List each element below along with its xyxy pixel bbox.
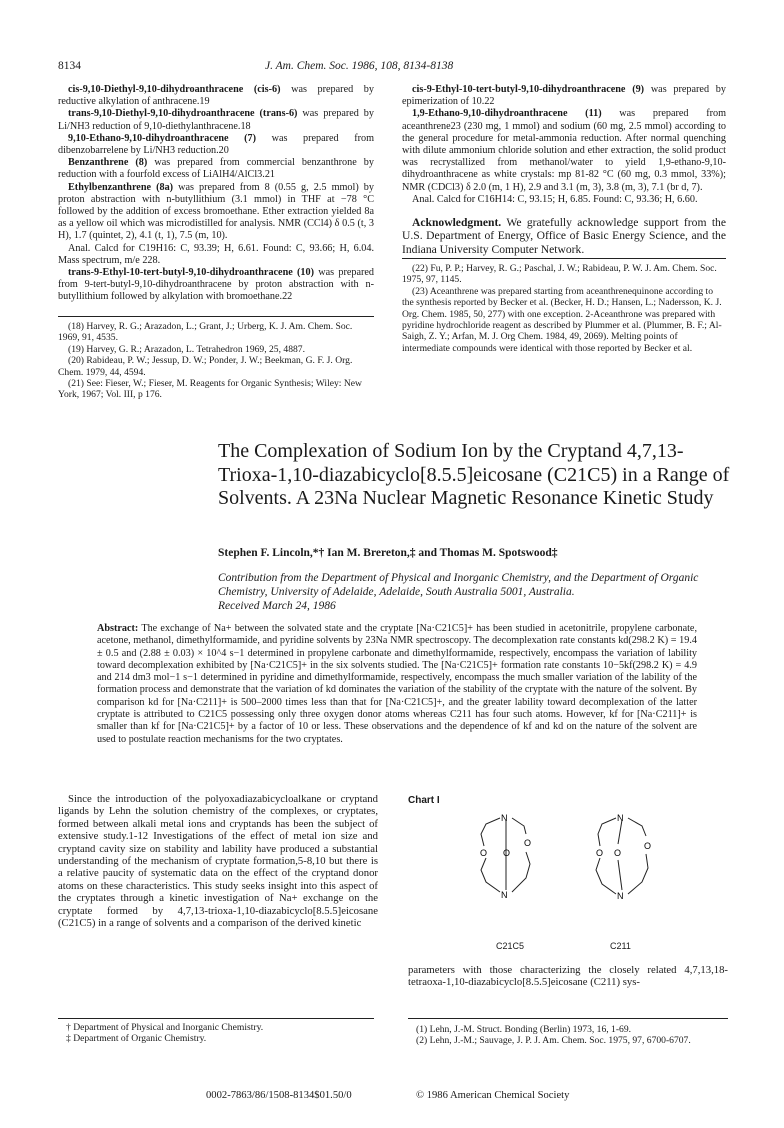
nitrogen-atom: N	[617, 813, 624, 823]
entry-paragraph: 1,9-Ethano-9,10-dihydroanthracene (11) was prepared from aceanthrene23 (230 mg, 1 mmol) and sodium (60 mg, 2.5 mmol) according to the general procedure for metal-ammonia reduction. After normal quenching with dilute ammonium chloride solution and ether extraction, the solid product was recrystallized from methanol/water to yield 1,9-ethano-9,10-dihydroanthracene as white crystals: mp 81-82 °C (60 mg, 0.3 mmol, 33%); NMR (CDCl3) δ 2.0 (m, 1 H), 2.9 and 3.1 (m, 3), 3.8 (m, 3), 7.1 (br d, 7).	[402, 108, 727, 193]
top-right-column	[402, 84, 726, 256]
entry-paragraph: 9,10-Ethano-9,10-dihydroanthracene (7) was prepared from dibenzobarrelene by Li/NH3 reduction.20	[58, 132, 375, 157]
footnote: (20) Rabideau, P. W.; Jessup, D. W.; Ponder, J. W.; Beekman, G. F. J. Org. Chem. 1979, 44, 4594.	[58, 355, 353, 378]
oxygen-atom: O	[614, 848, 622, 858]
document-code: 0002-7863/86/1508-8134$01.50/0	[206, 1090, 352, 1101]
entry-paragraph: Anal. Calcd for C16H14: C, 93.15; H, 6.85. Found: C, 93.36; H, 6.60.	[412, 193, 698, 205]
structure-c211	[578, 806, 668, 910]
entry-paragraph: cis-9-Ethyl-10-tert-butyl-9,10-dihydroanthracene (9) was prepared by epimerization of 10.22	[402, 84, 726, 108]
nitrogen-atom: N	[501, 890, 508, 900]
oxygen-atom: O	[480, 848, 488, 858]
right-column-text: parameters with those characterizing the closely related 4,7,13,18-tetraoxa-1,10-diazabicyclo[8.5.5]eicosane (C211) sys-	[408, 964, 728, 989]
page-number: 8134	[58, 60, 81, 72]
references	[416, 1024, 732, 1047]
footnote-rule	[408, 1018, 728, 1019]
entry-paragraph: Anal. Calcd for C19H16: C, 93.39; H, 6.61. Found: C, 93.66; H, 6.04. Mass spectrum, m/e 228.	[58, 242, 374, 266]
chart-title: Chart I	[408, 795, 440, 806]
footnote-rule	[58, 1018, 374, 1019]
received-date: Received March 24, 1986	[218, 600, 336, 612]
affiliation-notes	[66, 1022, 376, 1045]
footnote: (22) Fu, P. P.; Harvey, R. G.; Paschal, J. W.; Rabideau, P. W. J. Am. Chem. Soc. 1975, 97, 1145.	[402, 263, 717, 286]
footnote: (23) Aceanthrene was prepared starting from aceanthrenequinone according to the synthesis reported by Becker et al. (Becker, H. D.; Hansen, L.; Nadersson, K. J. Org. Chem. 1985, 50, 277) with one exception. 2-Aceanthrone was prepared with pyridine hydrochloride reagent as described by Plummer et al. (Plummer, B. F.; Al-Saigh, Z. Y.; Arfan, M. J. Org Chem. 1984, 49, 2069). Melting points of intermediate compounds were identical with those reported by Becker et al.	[402, 285, 722, 354]
oxygen-atom: O	[524, 838, 532, 848]
reference: (2) Lehn, J.-M.; Sauvage, J. P. J. Am. Chem. Soc. 1975, 97, 6700-6707.	[416, 1035, 691, 1047]
copyright: © 1986 American Chemical Society	[416, 1090, 570, 1101]
chart-label-c211: C211	[610, 941, 631, 951]
reference: (1) Lehn, J.-M. Struct. Bonding (Berlin) 1973, 16, 1-69.	[416, 1024, 632, 1035]
acknowledgment: Acknowledgment. We gratefully acknowledge support from the U.S. Department of Energy, Office of Basic Energy Science, and the Indiana University Computer Network.	[402, 216, 726, 256]
journal-header: J. Am. Chem. Soc. 1986, 108, 8134-8138	[265, 60, 454, 72]
abstract: Abstract: The exchange of Na+ between the solvated state and the cryptate [Na·C21C5]+ has been studied in acetonitrile, propylene carbonate, acetone, methanol, dimethylformamide, and pyridine solvents by 23Na NMR spectroscopy. The decomplexation rate constants kd(298.2 K) = 19.4 ± 0.5 and (2.88 ± 0.03) × 10^4 s−1 determined in propylene carbonate and dimethylformamide, respectively, encompass the variation of lability toward decomplexation exhibited by [Na·C21C5]+ in the six solvents studied. The [Na·C21C5]+ formation rate constants 10−5kf(298.2 K) = 4.9 and 214 dm3 mol−1 s−1 determined in pyridine and dimethylformamide, respectively, encompass the much smaller variation of the lability of the formation process and demonstrate that the variation of kd dominates the variation of the stability of the cryptate with the nature of the solvent. By comparison kd for [Na·C211]+ is 500–2000 times less than that for [Na·C21C5]+, and the greater lability toward decomplexation of the latter cryptate is attributed to C21C5 possessing only three oxygen donor atoms whereas C211 has four such atoms. However, kf for [Na·C211]+ is smaller than kf for [Na·C21C5]+ by a factor of 10 or less. These observations and the dependence of kf and kd on the nature of the solvent are used to postulate reaction mechanisms for the two cryptates.	[97, 623, 697, 745]
footnote: (21) See: Fieser, W.; Fieser, M. Reagents for Organic Synthesis; Wiley: New York, 1967; Vol. III, p 176.	[58, 378, 362, 401]
nitrogen-atom: N	[501, 813, 508, 823]
top-left-column	[58, 84, 374, 304]
footnote: (19) Harvey, G. R.; Arazadon, L. Tetrahedron 1969, 25, 4887.	[68, 343, 305, 355]
entry-paragraph: Benzanthrene (8) was prepared from commercial benzanthrone by reduction with a fourfold excess of LiAlH4/AlCl3.21	[58, 157, 374, 181]
intro-paragraph: Since the introduction of the polyoxadiazabicycloalkane or cryptand ligands by Lehn the solution chemistry of the complexes, or cryptates, formed between alkali metal ions and cryptands has been the subject of extensive study.1-12 Investigations of the effect of metal ion size and cryptand cavity size on stability and lability have produced a substantial understanding of the mechanism of cryptate formation,5-8,10 but there is a relative paucity of systematic data on the effect of the cryptand donor atoms on these characteristics. This study seeks insight into this aspect of the cryptates through a kinetic investigation of Na+ exchange on the cryptate formed by 4,7,13-trioxa-1,10-diazabicyclo[8.5.5]eicosane (C21C5) in a range of solvents and a comparison of the derived kinetic	[58, 793, 378, 930]
affiliation: Contribution from the Department of Physical and Inorganic Chemistry, and the Department of Organic Chemistry, University of Adelaide, Adelaide, South Australia 5001, Australia. Received March 24, 1986	[218, 571, 718, 613]
footnote: (18) Harvey, R. G.; Arazadon, L.; Grant, J.; Urberg, K. J. Am. Chem. Soc. 1969, 91, 4535.	[58, 321, 353, 344]
footnotes-right	[402, 263, 726, 354]
nitrogen-atom: N	[617, 891, 624, 901]
affiliation-note: † Department of Physical and Inorganic Chemistry.	[66, 1022, 264, 1033]
chart-label-c21c5: C21C5	[496, 941, 525, 951]
footnote-rule	[402, 258, 726, 259]
entry-paragraph: trans-9-Ethyl-10-tert-butyl-9,10-dihydroanthracene (10) was prepared from 9-tert-butyl-9,10-dihydroanthracene by proton abstraction with n-butyllithium followed by alkylation with bromoethane.22	[58, 267, 374, 303]
oxygen-atom: O	[503, 848, 511, 858]
affiliation-note: ‡ Department of Organic Chemistry.	[66, 1033, 207, 1045]
authors: Stephen F. Lincoln,*† Ian M. Brereton,‡ and Thomas M. Spotswood‡	[218, 547, 558, 559]
entry-paragraph: cis-9,10-Diethyl-9,10-dihydroanthracene (cis-6) was prepared by reductive alkylation of anthracene.19	[58, 84, 374, 108]
article-title: The Complexation of Sodium Ion by the Cryptand 4,7,13-Trioxa-1,10-diazabicyclo[8.5.5]eicosane (C21C5) in a Range of Solvents. A 23Na Nuclear Magnetic Resonance Kinetic Study	[218, 440, 730, 509]
entry-paragraph: Ethylbenzanthrene (8a) was prepared from 8 (0.55 g, 2.5 mmol) by proton abstraction with n-butyllithium (3.1 mmol) in THF at −78 °C followed by the addition of excess bromoethane. Ether extraction yielded 8a as a yellow oil which was microdistilled for analysis. NMR (CCl4) δ 0.5 (t, 3 H), 1.7 (quintet, 2), 4.1 (t, 1), 7.5 (m, 10).	[58, 181, 374, 242]
footnote-rule	[58, 316, 374, 317]
entry-paragraph: trans-9,10-Diethyl-9,10-dihydroanthracene (trans-6) was prepared by Li/NH3 reduction of 9,10-diethylanthracene.18	[58, 108, 374, 132]
footnotes-left	[58, 321, 374, 401]
oxygen-atom: O	[596, 848, 604, 858]
structure-c21c5	[470, 806, 560, 910]
oxygen-atom: O	[644, 841, 652, 851]
